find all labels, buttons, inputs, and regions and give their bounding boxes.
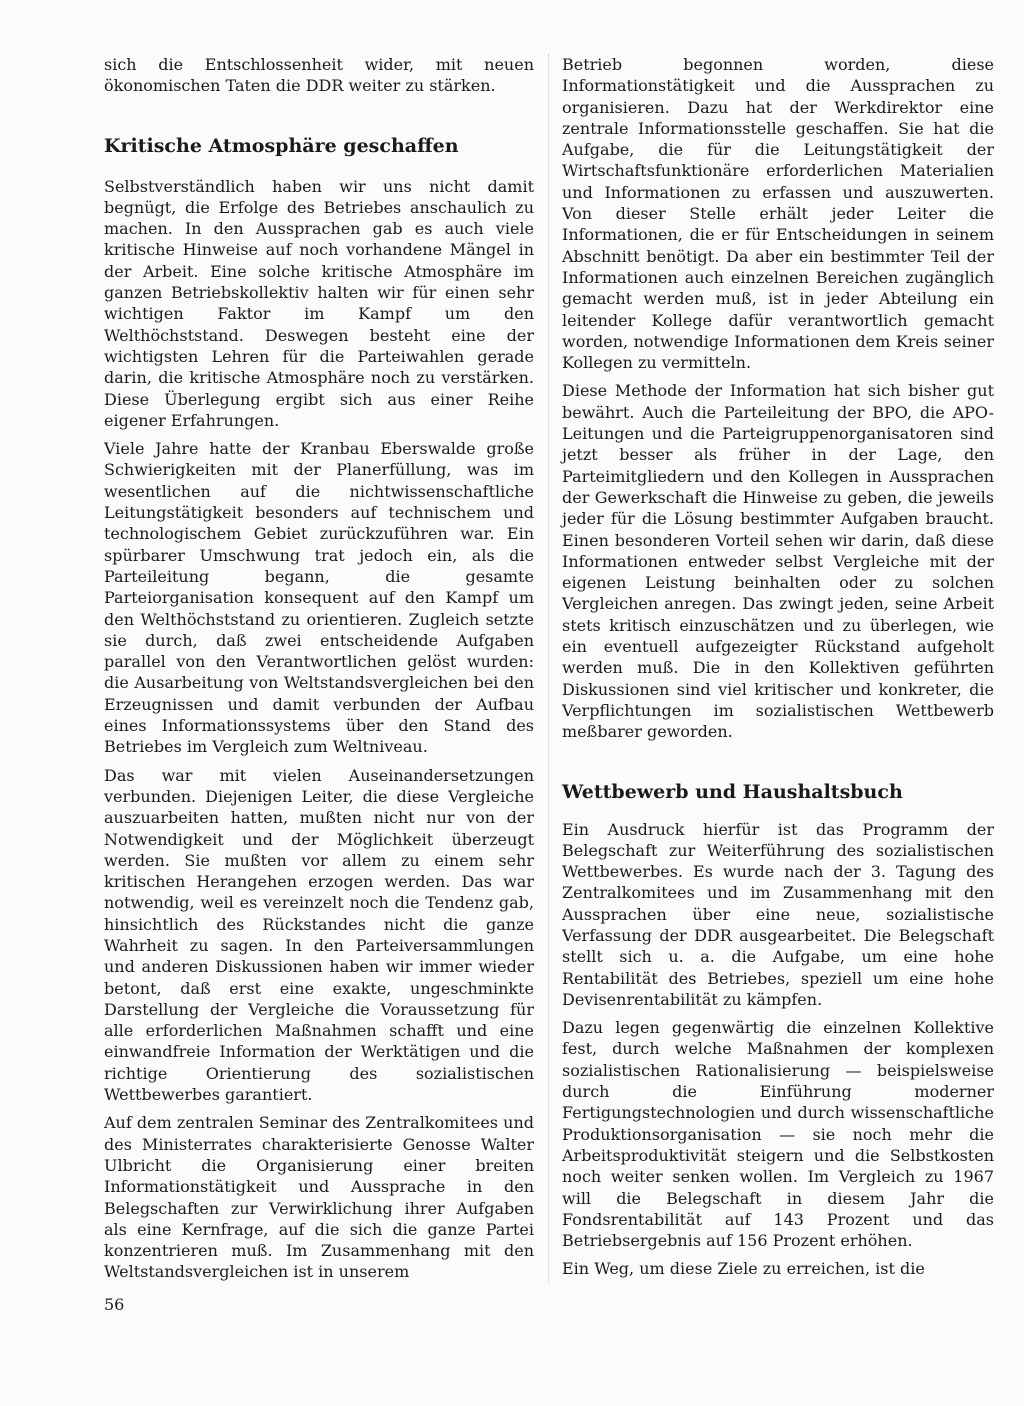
page-number: 56 — [104, 1295, 125, 1314]
paragraph: Viele Jahre hatte der Kranbau Eberswalde große Schwierigkeiten mit der Planerfüllung, was im wesentlichen auf die nichtwissenschaftliche Leitungstätigkeit besonders auf technischem und technologischem Gebiet zurückzuführen war. Ein spürbarer Umschwung trat jedoch ein, als die Parteileitung begann, die gesamte Parteiorganisation konsequent auf den Kampf um den Welthöchststand zu orientieren. Zugleich setzte sie durch, daß zwei entscheidende Aufgaben parallel von den Verantwortlichen gelöst wurden: die Ausarbeitung von Weltstandsvergleichen bei den Erzeugnissen und damit verbunden der Aufbau eines Informationssystems über den Stand des Betriebes im Vergleich zum Weltniveau. — [104, 439, 534, 757]
paragraph: Ein Ausdruck hierfür ist das Programm der Belegschaft zur Weiterführung des sozialistischen Wettbewerbes. Es wurde nach der 3. Tagung des Zentralkomitees und im Zusammenhang mit den Aussprachen über eine neue, sozialistische Verfassung der DDR ausgearbeitet. Die Belegschaft stellt sich u. a. die Aufgabe, um eine hohe Rentabilität des Betriebes, speziell um eine hohe Devisenrentabilität zu kämpfen. — [562, 819, 994, 1009]
section-heading: Wettbewerb und Haushaltsbuch — [562, 780, 903, 803]
paragraph: Dazu legen gegenwärtig die einzelnen Kollektive fest, durch welche Maßnahmen der komplexen sozialistischen Rationalisierung — beispielsweise durch die Einführung moderner Fertigungstechnologien und durch wissenschaftliche Produktionsorganisation — sie noch mehr die Arbeitsproduktivität steigern und die Selbstkosten noch weiter senken wollen. Im Vergleich zu 1967 will die Belegschaft in diesem Jahr die Fondsrentabilität auf 143 Prozent und das Betriebsergebnis auf 156 Prozent erhöhen. — [562, 1018, 994, 1251]
left-column — [104, 54, 534, 1290]
paragraph: Betrieb begonnen worden, diese Informationstätigkeit und die Aussprachen zu organisieren. Dazu hat der Werkdirektor eine zentrale Informationsstelle geschaffen. Sie hat die Aufgabe, die für die Leitungstätigkeit der Wirtschaftsfunktionäre erforderlichen Materialien und Informationen zu erfassen und auszuwerten. Von dieser Stelle erhält jeder Leiter die Informationen, die er für Entscheidungen in seinem Abschnitt benötigt. Da aber ein bestimmter Teil der Informationen auch einzelnen Bereichen zugänglich gemacht werden muß, ist in jeder Abteilung ein leitender Kollege dafür verantwortlich gemacht worden, notwendige Informationen dem Kreis seiner Kollegen zu vermitteln. — [562, 55, 994, 373]
right-column — [562, 54, 994, 1287]
paragraph: Ein Weg, um diese Ziele zu erreichen, ist die — [562, 1259, 925, 1279]
section-heading: Kritische Atmosphäre geschaffen — [104, 134, 459, 157]
paragraph: sich die Entschlossenheit wider, mit neuen ökonomischen Taten die DDR weiter zu stärken. — [104, 55, 534, 96]
paragraph: Diese Methode der Information hat sich bisher gut bewährt. Auch die Parteileitung der BPO, die APO-Leitungen und die Parteigruppenorganisatoren sind jetzt besser als früher in der Lage, den Parteimitgliedern und den Kollegen in Aussprachen der Gewerkschaft die Hinweise zu geben, die jeweils jeder für die Lösung bestimmter Aufgaben braucht. Einen besonderen Vorteil sehen wir darin, daß diese Informationen entweder selbst Vergleiche mit der eigenen Leistung beinhalten oder zu solchen Vergleichen anregen. Das zwingt jeden, seine Arbeit stets kritisch einzuschätzen und zu überlegen, wie ein eventuell aufgezeigter Rückstand aufgeholt werden muß. Die in den Kollektiven geführten Diskussionen sind viel kritischer und konkreter, die Verpflichtungen im sozialistischen Wettbewerb meßbarer geworden. — [562, 381, 994, 742]
column-divider — [548, 54, 550, 1284]
paragraph: Das war mit vielen Auseinandersetzungen verbunden. Diejenigen Leiter, die diese Vergleiche auszuarbeiten hatten, mußten nicht nur von der Notwendigkeit und der Möglichkeit überzeugt werden. Sie mußten vor allem zu einem sehr kritischen Herangehen erzogen werden. Das war notwendig, weil es vereinzelt noch die Tendenz gab, hinsichtlich des Rückstandes nicht die ganze Wahrheit zu sagen. In den Parteiversammlungen und anderen Diskussionen haben wir immer wieder betont, daß erst eine exakte, ungeschminkte Darstellung der Vergleiche die Voraussetzung für alle erforderlichen Maßnahmen schafft und eine einwandfreie Information der Werktätigen und die richtige Orientierung des sozialistischen Wettbewerbes garantiert. — [104, 765, 534, 1105]
paragraph: Selbstverständlich haben wir uns nicht damit begnügt, die Erfolge des Betriebes anschaulich zu machen. In den Aussprachen gab es auch viele kritische Hinweise auf noch vorhandene Mängel in der Arbeit. Eine solche kritische Atmosphäre im ganzen Betriebskollektiv halten wir für einen sehr wichtigen Faktor im Kampf um den Welthöchststand. Deswegen besteht eine der wichtigsten Lehren für die Parteiwahlen gerade darin, die kritische Atmosphäre noch zu verstärken. Diese Überlegung ergibt sich aus einer Reihe eigener Erfahrungen. — [104, 176, 534, 430]
paragraph: Auf dem zentralen Seminar des Zentralkomitees und des Ministerrates charakterisierte Genosse Walter Ulbricht die Organisierung einer breiten Informationstätigkeit und Aussprache in den Belegschaften zur Verwirklichung ihrer Aufgaben als eine Kernfrage, auf die sich die ganze Partei konzentrieren muß. Im Zusammenhang mit den Weltstandsvergleichen ist in unserem — [104, 1113, 534, 1282]
